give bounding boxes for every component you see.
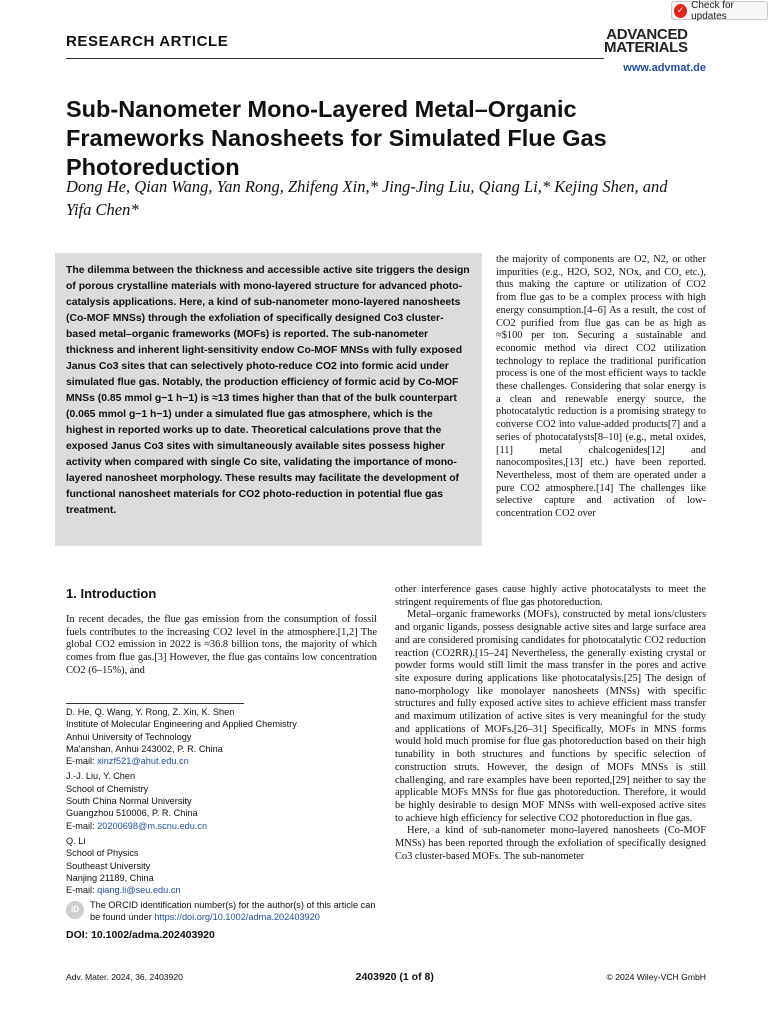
email-link[interactable]: 20200698@m.scnu.edu.cn bbox=[97, 820, 208, 831]
orcid-text bbox=[90, 899, 377, 924]
affiliation-names: J.-J. Liu, Y. Chen bbox=[66, 771, 136, 782]
abstract-text: The dilemma between the thickness and accessible active site triggers the design of porous crystalline materials with mono-layered structure for advanced photo-catalysis applications. Here, a kind of sub-nanometer mono-layered nanosheets (Co-MOF MNSs) through the exfoliation of specifically designed Co3 cluster-based metal–organic frameworks (MOFs) is reported. The sub-nanometer thickness and inherent light-sensitivity endow Co-MOF MNSs with fully exposed Janus Co3 sites that can selectively photo-reduce CO2 into formic acid under simulated flue gas. Notably, the production efficiency of formic acid by Co-MOF MNSs (0.85 mmol g−1 h−1) is ≈13 times higher than that of the bulk counterpart (0.065 mmol g−1 h−1) under a simulated flue gas atmosphere, which is the highest in reported works up to date. Theoretical calculations prove that the exposed Janus Co3 sites with simultaneously available sites possess higher activity when compared with single Co site, validating the importance of mono-layered nanosheet morphology. These results may facilitate the development of functional nanosheet materials for CO2 photo-reduction in potential flue gas treatment. bbox=[66, 265, 470, 516]
intro-paragraph-2: Metal–organic frameworks (MOFs), constructed by metal ions/clusters and organic ligands, possess designable active sites and large surface area and are considered promising candidates for photocatalytic CO2 reduction reaction (CO2RR).[15–24] Nevertheless, the generally existing crystal or powder forms would still limit the mass transfer in the pores and active site exposure during applications like photocatalysis.[25] The design of nano-morphology like monolayer nanosheets (MNSs) with specific structures and fully exposed active sites to achieve efficient mass transfer and maximum utilization of active sites is very meaningful for the study and applications of MOFs.[26–31] Specifically, MOFs in MNS forms would hold much promise for flue gas photoreduction based on their high tunability in both structures and functions by specific selection of construction struts. However, the design of MOFs MNSs is still challenging, and rare examples have been reported,[29] neither to say the applicable MOFs MNSs for flue gas photoreduction. Therefore, it would be highly desirable to design MOF MNSs with well-exposed active sites to achieve high efficiency for selective CO2 photoreduction in flue gas. bbox=[395, 609, 706, 824]
affiliation-line: School of Chemistry bbox=[66, 783, 149, 794]
check-for-updates-label: Check for updates bbox=[691, 0, 734, 22]
intro-paragraph-3: Here, a kind of sub-nanometer mono-layered nanosheets (Co-MOF MNSs) has been reported through the exfoliation of specifically designed Co3 cluster-based MOFs. The sub-nanometer bbox=[395, 825, 706, 862]
orcid-link[interactable]: https://doi.org/10.1002/adma.202403920 bbox=[154, 912, 320, 923]
intro-paragraph-continued: other interference gases cause highly active photocatalysts to meet the stringent requirements of flue gas photoreduction. bbox=[395, 584, 706, 608]
affiliation-line: Ma'anshan, Anhui 243002, P. R. China bbox=[66, 743, 223, 754]
orcid-icon: iD bbox=[66, 901, 84, 919]
affiliation-names: D. He, Q. Wang, Y. Rong, Z. Xin, K. Shen bbox=[66, 707, 235, 717]
doi[interactable]: DOI: 10.1002/adma.202403920 bbox=[66, 929, 215, 941]
email-prefix: E-mail: bbox=[66, 885, 98, 896]
journal-logo-line2: MATERIALS bbox=[604, 39, 688, 56]
update-check-icon: ✓ bbox=[674, 4, 687, 18]
email-prefix: E-mail: bbox=[66, 756, 98, 767]
footer-page-number: 2403920 (1 of 8) bbox=[355, 971, 434, 983]
header-rule bbox=[66, 58, 604, 59]
journal-logo-line1: ADVANCED bbox=[606, 26, 688, 43]
affiliation-line: Guangzhou 510006, P. R. China bbox=[66, 808, 198, 819]
article-type: RESEARCH ARTICLE bbox=[66, 33, 229, 50]
affiliation-line: Southeast University bbox=[66, 860, 151, 871]
right-column-top bbox=[496, 254, 706, 521]
section-heading-introduction: 1. Introduction bbox=[66, 586, 157, 601]
affiliation-email-line bbox=[66, 820, 377, 832]
orcid-note bbox=[66, 899, 377, 924]
affiliation-line: Nanjing 21189, China bbox=[66, 872, 154, 883]
abstract-box bbox=[55, 253, 482, 546]
intro-paragraph-1: In recent decades, the flue gas emission from the consumption of fossil fuels contributes to the increasing CO2 level in the atmosphere.[1,2] The global CO2 emission in 2022 is ≈36.8 billion tons, the majority of which comes from flue gas.[3] However, the flue gas contains low concentration CO2 (6–15%), and bbox=[66, 614, 377, 676]
paper-title: Sub-Nanometer Mono-Layered Metal–Organic Frameworks Nanosheets for Simulated Flue Gas Photoreduction bbox=[66, 96, 607, 180]
orcid-statement: The ORCID identification number(s) for the author(s) of this article can be found under bbox=[90, 900, 376, 923]
author-list: Dong He, Qian Wang, Yan Rong, Zhifeng Xin,* Jing-Jing Liu, Qiang Li,* Kejing Shen, and Yifa Chen* bbox=[66, 177, 668, 219]
email-link[interactable]: qiang.li@seu.edu.cn bbox=[97, 885, 181, 896]
journal-logo bbox=[604, 28, 688, 54]
affiliation-email-line bbox=[66, 884, 377, 896]
affiliation-line: Institute of Molecular Engineering and Applied Chemistry bbox=[66, 719, 297, 730]
affiliation-line: South China Normal University bbox=[66, 796, 192, 807]
affiliation-line: Anhui University of Technology bbox=[66, 731, 192, 742]
left-column-intro bbox=[66, 614, 377, 678]
affiliation-block bbox=[66, 770, 377, 831]
footer-copyright: © 2024 Wiley-VCH GmbH bbox=[606, 972, 706, 982]
right-column-main bbox=[395, 584, 706, 863]
affiliations bbox=[66, 706, 377, 899]
affiliation-names: Q. Li bbox=[66, 835, 86, 846]
intro-paragraph-right-top: the majority of components are O2, N2, or other impurities (e.g., H2O, SO2, NOx, and CO, etc.), thus making the capture or utilization of CO2 from flue gas to be a complex process with high energy consumption.[4–6] As a result, the cost of CO2 purified from flue gas can be as high as ≈$100 per ton. Securing a sustainable and economic method via direct CO2 utilization technology to replace the traditional purification process is one of the most efficient ways to tackle these challenges. Considering that solar energy is a clean and renewable energy source, the photocatalytic reduction is a promising strategy to converse CO2 into value-added products[7] and a series of photocatalysts[8–10] (e.g., metal oxides,[11] metal chalcogenides[12] and nanocomposites,[13] etc.) have been reported. Nevertheless, most of them are operated under a pure CO2 atmosphere.[14] The challenges like selective capture and activation of low-concentration CO2 over bbox=[496, 254, 706, 520]
affiliation-rule bbox=[66, 703, 244, 704]
email-prefix: E-mail: bbox=[66, 820, 98, 831]
check-for-updates-badge[interactable] bbox=[671, 1, 768, 20]
affiliation-line: School of Physics bbox=[66, 848, 139, 859]
affiliation-block bbox=[66, 835, 377, 896]
email-link[interactable]: xinzf521@ahut.edu.cn bbox=[97, 756, 189, 767]
footer-citation: Adv. Mater. 2024, 36, 2403920 bbox=[66, 972, 183, 982]
page-footer bbox=[66, 971, 706, 983]
affiliation-block bbox=[66, 706, 377, 767]
journal-url[interactable]: www.advmat.de bbox=[623, 62, 706, 74]
affiliation-email-line bbox=[66, 755, 377, 767]
